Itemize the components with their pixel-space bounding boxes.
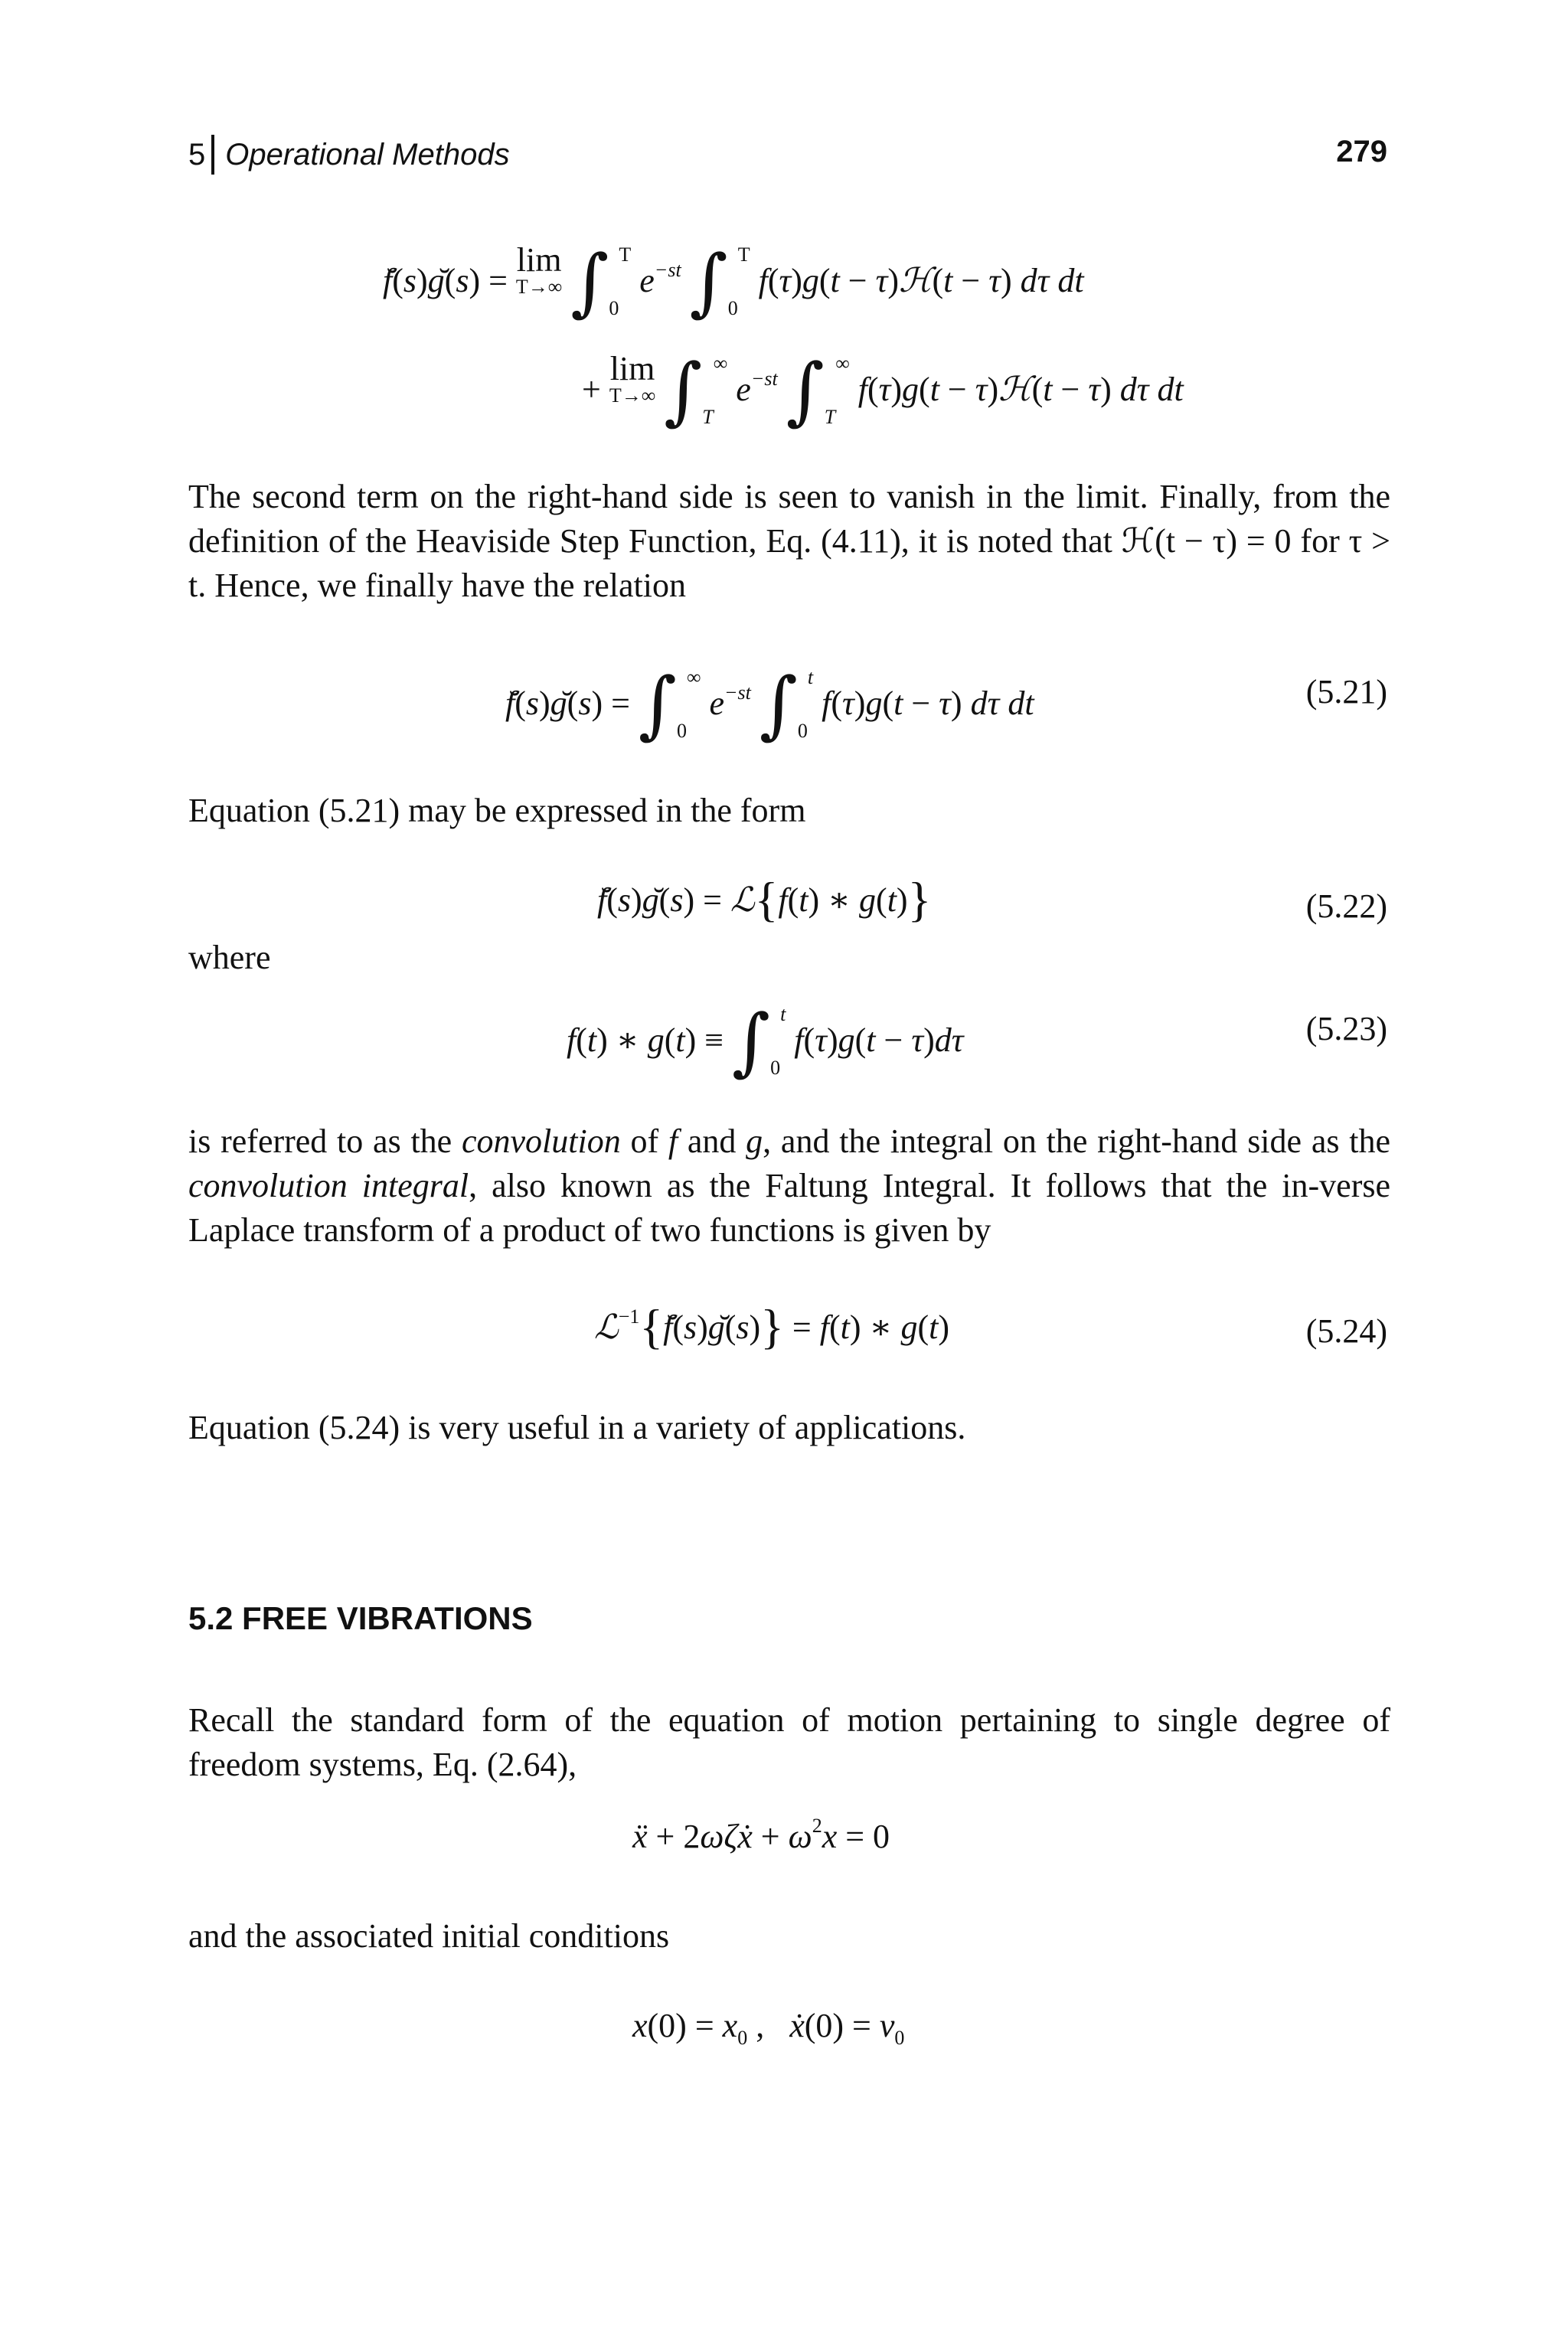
equation-number-5-23: (5.23) xyxy=(1305,1010,1387,1047)
equation-initial-conditions: $x(0) = x_0$ , ẋ(0) = $v_0$ xyxy=(632,2007,905,2049)
chapter-number: 5 xyxy=(188,137,206,172)
equation-5-24: ℒ$^{-1}${f̆(s)ğ(s)} = f(t) ∗ g(t) xyxy=(594,1299,949,1354)
equation-number-5-24: (5.24) xyxy=(1305,1312,1387,1350)
page-number: 279 xyxy=(1336,135,1387,168)
header-divider xyxy=(211,135,214,175)
running-header xyxy=(188,135,510,175)
chapter-title: Operational Methods xyxy=(225,137,510,172)
paragraph-useful: Equation (5.24) is very useful in a variety of applications. xyxy=(188,1409,966,1446)
paragraph-heaviside: The second term on the right-hand side is seen to vanish in the limit. Finally, from the definition of the Heaviside Step Function, Eq. (4.11), it is noted that ℋ(t − τ) = 0 for τ > t. Hence, we finally have the relation xyxy=(188,478,1390,604)
paragraph-where: where xyxy=(188,939,271,976)
equation-limit-line-2: + lim T→∞ $\int_T^\infty$ $e^{-st}$ $\int_T^\infty$ f(τ)g(t − τ)ℋ(t − τ) dτ dt xyxy=(582,348,1184,433)
equation-of-motion: ẍ + 2ωζẋ + $\omega^2x = 0$ xyxy=(632,1815,890,1855)
equation-5-22: f̆(s)ğ(s) = ℒ{f(t) ∗ g(t)} xyxy=(597,872,932,926)
equation-5-21: f̆(s)ğ(s) = $\int_0^\infty$ $e^{-st}$ $\int_0^t$ f(τ)g(t − τ) dτ dt xyxy=(505,662,1034,747)
section-heading: 5.2 FREE VIBRATIONS xyxy=(188,1600,533,1636)
paragraph-initial-conditions: and the associated initial conditions xyxy=(188,1917,670,1955)
equation-limit-line-1: f̆(s)ğ(s) = lim T→∞ $\int_0^T$ $e^{-st}$ $\int_0^T$ f(τ)g(t − τ)ℋ(t − τ) dτ dt xyxy=(383,239,1084,325)
equation-number-5-21: (5.21) xyxy=(1305,673,1387,711)
paragraph-expressed-form: Equation (5.21) may be expressed in the form xyxy=(188,792,806,829)
paragraph-convolution: is referred to as the convolution of f and g, and the integral on the right-hand side as the convolution integral, also known as the Faltung Integral. It follows that the in-verse Laplace transform of a product of two functions is given by xyxy=(188,1122,1391,1249)
paragraph-equation-of-motion: Recall the standard form of the equation of motion pertaining to single degree of freedom systems, Eq. (2.64), xyxy=(188,1701,1390,1783)
equation-number-5-22: (5.22) xyxy=(1305,887,1387,925)
equation-5-23: f(t) ∗ $g(t) \equiv \int_0^t$ f(τ)g(t − τ)dτ xyxy=(567,998,964,1084)
